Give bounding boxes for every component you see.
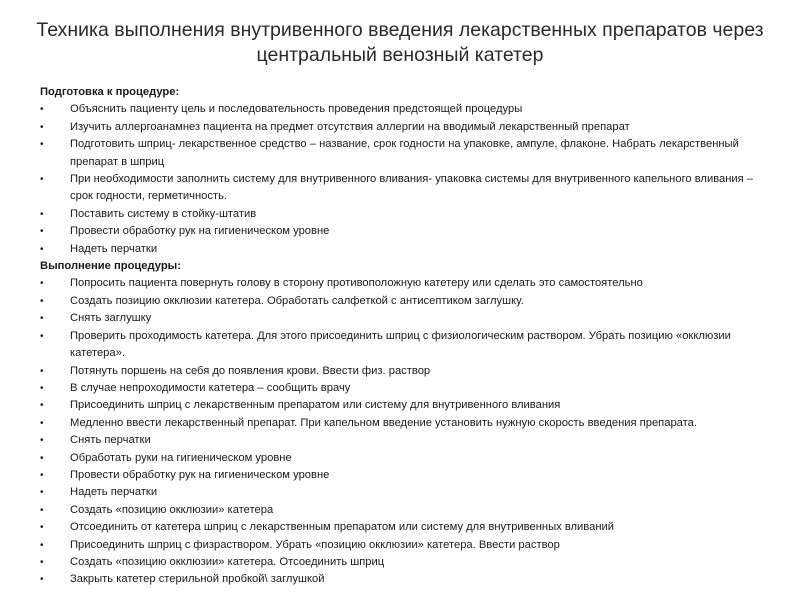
list-item: • Обработать руки на гигиеническом уровне	[40, 450, 775, 467]
page-title: Техника выполнения внутривенного введения лекарственных препаратов через центральный венозный катетер	[36, 19, 764, 66]
list-item: • Провести обработку рук на гигиеническом уровне	[40, 223, 775, 240]
list-item: • Подготовить шприц- лекарственное средство – название, срок годности на упаковке, ампуле, флаконе. Набрать лекарственный препарат в шприц	[40, 136, 775, 171]
preparation-list	[40, 101, 775, 258]
list-item: • Провести обработку рук на гигиеническом уровне	[40, 467, 775, 484]
list-item: • Отсоединить от катетера шприц с лекарственным препаратом или систему для внутривенных вливаний	[40, 519, 775, 536]
list-item: • Присоединить шприц с лекарственным препаратом или систему для внутривенного вливания	[40, 397, 775, 414]
list-item: • Надеть перчатки	[40, 241, 775, 258]
list-item: • Потянуть поршень на себя до появления крови. Ввести физ. раствор	[40, 363, 775, 380]
list-item: • Закрыть катетер стерильной пробкой\ заглушкой	[40, 571, 775, 588]
list-item: • Создать «позицию окклюзии» катетера	[40, 502, 775, 519]
list-item: • Медленно ввести лекарственный препарат. При капельном введение установить нужную скорость введения препарата.	[40, 415, 775, 432]
execution-heading: Выполнение процедуры:	[40, 260, 181, 273]
list-item: • В случае непроходимости катетера – сообщить врачу	[40, 380, 775, 397]
list-item: • Присоединить шприц с физраствором. Убрать «позицию окклюзии» катетера. Ввести раствор	[40, 537, 775, 554]
list-item: • Изучить аллергоанамнез пациента на предмет отсутствия аллергии на вводимый лекарственный препарат	[40, 119, 775, 136]
list-item: • Поставить систему в стойку-штатив	[40, 206, 775, 223]
list-item: • Попросить пациента повернуть голову в сторону противоположную катетеру или сделать это самостоятельно	[40, 275, 775, 292]
list-item: • Объяснить пациенту цель и последовательность проведения предстоящей процедуры	[40, 101, 775, 118]
execution-list	[40, 275, 775, 588]
list-item: • Снять перчатки	[40, 432, 775, 449]
preparation-heading: Подготовка к процедуре:	[40, 86, 180, 98]
list-item: • Проверить проходимость катетера. Для этого присоединить шприц с физиологическим раствором. Убрать позицию «окклюзии катетера».	[40, 328, 775, 363]
list-item: • Надеть перчатки	[40, 484, 775, 501]
list-item: • Снять заглушку	[40, 310, 775, 327]
list-item: • При необходимости заполнить систему для внутривенного вливания- упаковка системы для внутривенного капельного вливания – срок годности, герметичность.	[40, 171, 775, 206]
list-item: • Создать «позицию окклюзии» катетера. Отсоединить шприц	[40, 554, 775, 571]
list-item: • Создать позицию окклюзии катетера. Обработать салфеткой с антисептиком заглушку.	[40, 293, 775, 310]
procedure-content	[40, 84, 775, 589]
